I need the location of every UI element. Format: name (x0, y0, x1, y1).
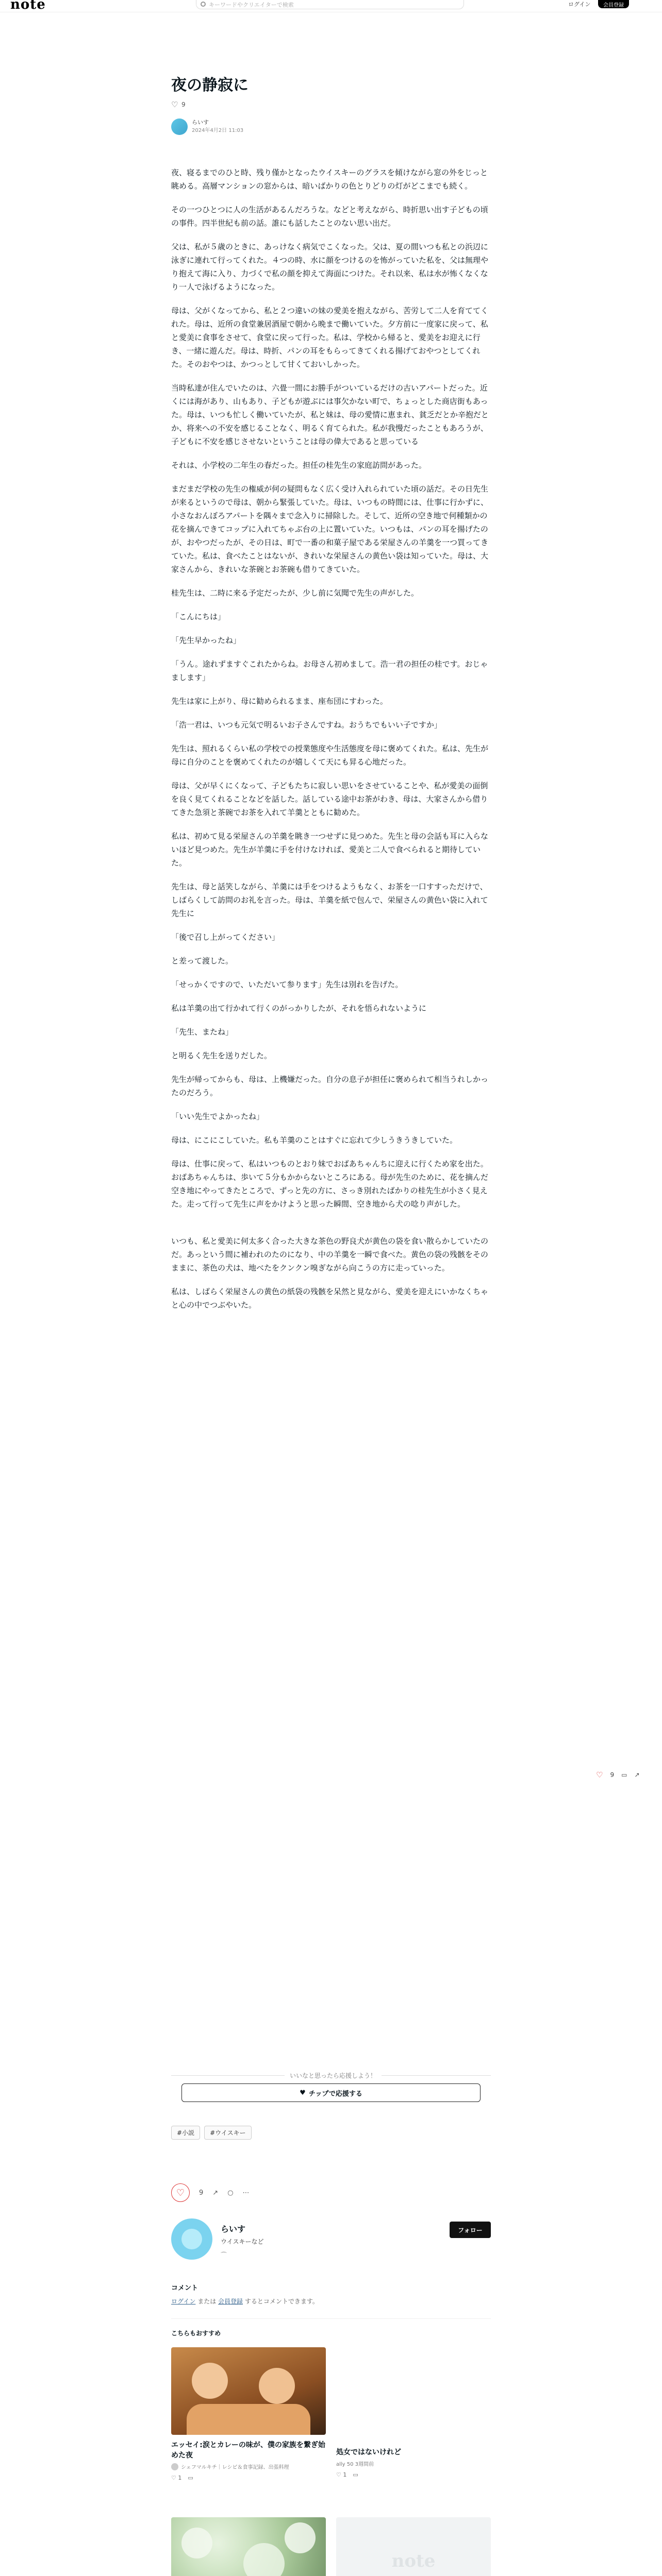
article-paragraph: 私は羊羹の出て行かれて行くのがっかりしたが、それを悟られないように (171, 1004, 427, 1013)
article-paragraph: と差って渡した。 (171, 956, 234, 965)
article-paragraph: 「浩一君は、いつも元気で明るいお子さんですね。おうちでもいい子ですか」 (171, 720, 442, 730)
heart-icon[interactable]: ♡ (171, 2183, 190, 2202)
article-paragraph: 「せっかくですので、いただいて参ります」先生は別れを告げた。 (171, 980, 403, 989)
author-name[interactable]: らいす (192, 119, 209, 126)
login-link[interactable]: ログイン (171, 2298, 196, 2305)
article-paragraph: 先生は、照れるくらい私の学校での授業態度や生活態度を母に褒めてくれた。私は、先生が母に自分のことを褒めてくれたのが嬉しくて天にも昇る心地だった。 (171, 744, 489, 767)
article-paragraph: 「こんにちは」 (171, 612, 226, 621)
article-title: 夜の静寂に (171, 76, 249, 94)
article-paragraph: 父は、私が５歳のときに、あっけなく病気でこくなった。父は、夏の間いつも私との浜辺に泳ぎに連れて行ってくれた。４つの時、水に顔をつけるのを怖がっていた私を、父は無理やり抱えて海に入り、力づくで私の顔を抑えて海面につけた。それ以来、私は水が怖くなくなり一人で泳げるようになった。 (171, 242, 489, 292)
article-paragraph: 「先生、またね」 (171, 1027, 234, 1037)
rss-icon[interactable]: ⌒ (221, 2251, 227, 2259)
search-icon (201, 2, 206, 7)
avatar[interactable] (171, 2218, 212, 2260)
card-likes: 1 (178, 2475, 182, 2481)
side-like-count: 9 (610, 1771, 615, 1778)
article-paragraph: 先生は、母と話笑しながら、羊羹には手をつけるようもなく、お茶を一口すすっただけで、しばらくして訪問のお礼を言った。母は、羊羹を紙で包んで、栄屋さんの黄色い袋に入れて先生に (171, 882, 488, 918)
article-paragraph: 私は、初めて見る栄屋さんの羊羹を眺き一つせずに見つめた。先生と母の会話も耳に入らないほど見つめた。先生が羊羹に手を付けなければ、愛美と二人で食べられると期待していた。 (171, 832, 489, 868)
recommend-card[interactable] (171, 2517, 326, 2576)
bookmark-icon[interactable]: ▭ (353, 2471, 358, 2478)
article-actions (171, 2183, 250, 2202)
article-paragraph: 「うん。途れずますぐこれたからね。お母さん初めまして。浩一君の担任の桂です。おじゃまします」 (171, 659, 488, 682)
note-logo: note (391, 2551, 436, 2571)
recommend-card[interactable] (336, 2442, 491, 2478)
tag-item[interactable]: #ウイスキー (204, 2126, 252, 2140)
profile-desc: ウイスキーなど (221, 2238, 264, 2245)
comment-heading: コメント (171, 2284, 198, 2292)
note-logo[interactable]: note (10, 0, 46, 12)
follow-button[interactable]: フォロー (450, 2222, 491, 2238)
support-section (171, 2071, 491, 2102)
comment-icon[interactable]: ○ (227, 2189, 234, 2197)
bookmark-icon[interactable]: ▭ (621, 1771, 627, 1778)
more-icon[interactable]: ⋯ (242, 2189, 250, 2197)
like-count: 9 (181, 101, 186, 108)
article-paragraph: 母は、父が早くにくなって、子どもたちに寂しい思いをさせていることや、私が愛美の面倒を良く見てくれることなどを話した。話している途中お茶がわき、母は、大家さんから借りてきた急須と茶碗でお茶を入れて羊羹とともに勧めた。 (171, 781, 488, 817)
card-author: シェフマルキチ｜レシピ＆食事記録、出張料理 (181, 2465, 289, 2470)
top-bar (0, 0, 662, 12)
recommend-card[interactable] (171, 2347, 326, 2481)
share-icon[interactable]: ↗ (634, 1771, 640, 1778)
signup-link[interactable]: 会員登録 (218, 2298, 243, 2305)
article-paragraph: 先生は家に上がり、母に勧められるまま、座布団にすわった。 (171, 697, 388, 706)
author-row[interactable] (171, 118, 243, 135)
comment-rest: するとコメントできます。 (243, 2298, 319, 2305)
article-paragraph: それは、小学校の二年生の春だった。担任の桂先生の家庭訪問があった。 (171, 461, 426, 470)
profile-name[interactable]: らいす (221, 2224, 246, 2234)
article-paragraph: 桂先生は、二時に来る予定だったが、少し前に気聞で先生の声がした。 (171, 588, 419, 598)
card-title: 処女ではないけれど (336, 2448, 401, 2456)
article-paragraph: その一つひとつに人の生活があるんだろうな。などと考えながら、時折思い出す子どもの頃の事件。四半世紀も前の話。誰にも話したことのない思い出だ。 (171, 205, 488, 228)
article-paragraph: と明るく先生を送りだした。 (171, 1051, 272, 1060)
comment-or: または (195, 2298, 219, 2305)
article-paragraph: 当時私達が住んでいたのは、六畳一間にお勝手がついているだけの古いアパートだった。近くには海があり、山もあり、子どもが遊ぶには事欠かない町で、ちょっとした商店街もあった。母は、いつも忙しく働いていたが、私と妹は、母の愛情に恵まれ、貧乏だとか辛抱だとか、将来への不安を感じることなく、明るく育てられた。私が我慢だったこともあろうが、子どもに不安を感じさせないということは母の偉大であると思っている (171, 383, 489, 446)
post-date: 2024年4月2日 11:03 (192, 128, 244, 133)
heart-icon[interactable]: ♡ (596, 1770, 603, 1780)
recommend-card[interactable] (336, 2517, 491, 2576)
signup-button[interactable]: 会員登録 (598, 0, 629, 8)
search-input[interactable] (196, 0, 464, 9)
article-paragraph: 私は、しばらく栄屋さんの黄色の紙袋の残骸を呆然と見ながら、愛美を迎えにいかなくちゃと心の中でつぶやいた。 (171, 1287, 489, 1310)
floating-actions (596, 1770, 640, 1780)
search-placeholder: キーワードやクリエイターで検索 (209, 1, 294, 8)
bookmark-icon[interactable]: ▭ (188, 2475, 193, 2481)
card-likes: 1 (343, 2471, 347, 2478)
card-title: エッセイ:涙とカレーの味が、僕の家族を繋ぎ始めた夜 (171, 2441, 325, 2460)
article-paragraph: 母は、仕事に戻って、私はいつものとおり妹でおばあちゃんちに迎えに行くため家を出た。おばあちゃんちは、歩いて５分もかからないところにある。母が先生のために、花を摘んだ空き地にやってきたところで、ずっと先の方に、さっき別れたばかりの桂先生が小さく見えた。走って行って先生に声をかけようと思った瞬間、空き地から犬の唸り声がした。 (171, 1159, 489, 1209)
article-paragraph: まだまだ学校の先生の権威が何の疑問もなく広く受け入れられていた頃の話だ。その日先生が来るというので母は、朝から緊張していた。母は、いつもの時間には、仕事に行かずに、小さなおんぼろアパートを隅々まで念入りに掃除した。そして、近所の空き地で何種類かの花を摘んできてコップに入れてちゃぶ台の上に置いていた。いつもは、パンの耳を揚げたのが、おやつだったが、その日は、町で一番の和菓子屋である栄屋さんの羊羹を一つ買ってきていた。私は、食べたことはないが、きれいな栄屋さんの黄色い袋は知っていた。母は、大家さんから、きれいな茶碗とお茶碗も借りてきていた。 (171, 484, 489, 574)
support-prompt: いいなと思ったら応援しよう！ (285, 2071, 382, 2080)
card-thumbnail (171, 2517, 326, 2576)
article-paragraph: 「いい先生でよかったね」 (171, 1112, 264, 1121)
heart-icon (171, 101, 178, 108)
heart-icon[interactable]: ♡ 1 (171, 2475, 182, 2481)
comment-prompt (171, 2297, 319, 2306)
article-paragraph: いつも、私と愛美に何太多く合った大きな茶色の野良犬が黄色の袋を食い散らかしていたのだ。あっという間に補われのたのになり、中の羊羹を一瞬で食べた。黄色の袋の残骸をそのままに、茶色の犬は、地べたをクンクン嗅ぎながら向こうの方に走っていった。 (171, 1236, 489, 1273)
tip-button[interactable] (181, 2083, 481, 2102)
login-link[interactable]: ログイン (568, 1, 591, 8)
article-paragraph: 「先生早かったね」 (171, 636, 241, 645)
card-thumbnail (336, 2517, 491, 2576)
share-icon[interactable]: ↗ (212, 2189, 219, 2197)
article-paragraph: 母は、父がくなってから、私と２つ違いの妹の愛美を抱えながら、苦労して二人を育ててくれた。母は、近所の食堂兼居酒屋で朝から晩まで働いていた。夕方前に一度家に戻って、私と愛美に食事をさせて、食堂に戻って行った。私は、学校から帰ると、愛美をお迎えに行き、一緒に遊んだ。母は、時折、パンの耳をもらってきてくれる揚げておやつとしてくれた。そのおやつは、かつっとして甘くておいしかった。 (171, 306, 489, 369)
avatar (171, 2463, 178, 2470)
heart-icon: ♥ (300, 2089, 306, 2097)
action-like-count: 9 (199, 2189, 204, 2197)
card-author: ally 50 3週間前 (336, 2462, 374, 2467)
article-paragraph: 母は、にこにこしていた。私も羊羹のことはすぐに忘れて少しうきうきしていた。 (171, 1136, 458, 1145)
article-paragraph: 「後で召し上がってください」 (171, 933, 280, 942)
tip-button-label: チップで応援する (308, 2090, 362, 2098)
card-thumbnail (171, 2347, 326, 2435)
article-paragraph: 先生が帰ってからも、母は、上機嫌だった。自分の息子が担任に褒められて相当うれしかったのだろう。 (171, 1075, 489, 1097)
tag-item[interactable]: #小説 (171, 2126, 200, 2140)
like-counter-top[interactable] (171, 101, 186, 108)
heart-icon[interactable]: ♡ 1 (336, 2471, 347, 2478)
author-profile (171, 2218, 491, 2270)
tag-list (171, 2126, 252, 2140)
avatar[interactable] (171, 118, 188, 135)
recommend-heading: こちらもおすすめ (171, 2330, 221, 2337)
article-paragraph: 夜、寝るまでのひと時、残り僅かとなったウイスキーのグラスを傾けながら窓の外をじっと眺める。高層マンションの窓からは、暗いばかりの色とりどりの灯がどこまでも続く。 (171, 168, 488, 191)
